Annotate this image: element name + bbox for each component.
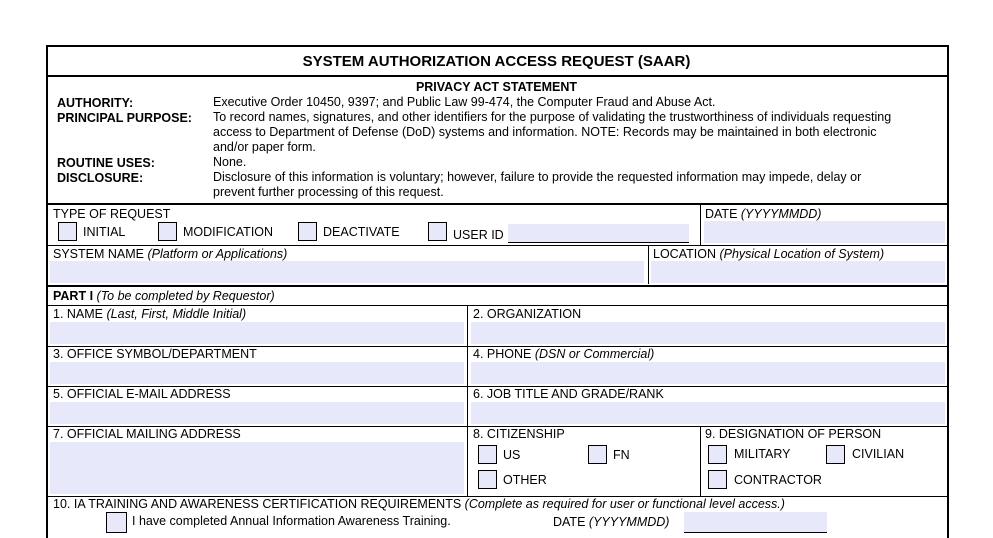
designation-label: 9. DESIGNATION OF PERSON <box>705 427 882 441</box>
form-title: SYSTEM AUTHORIZATION ACCESS REQUEST (SAAR) <box>302 53 691 70</box>
center-divider <box>467 305 468 496</box>
frame-top-border <box>46 45 949 47</box>
military-label: MILITARY <box>734 447 791 461</box>
request-date-divider <box>700 204 701 245</box>
location-label: LOCATION (Physical Location of System) <box>653 247 885 261</box>
disclosure-line-2: prevent further processing of this request. <box>213 185 444 199</box>
system-name-input[interactable] <box>50 261 644 283</box>
phone-input[interactable] <box>471 362 945 384</box>
training-checkbox[interactable] <box>106 512 127 533</box>
job-title-label: 6. JOB TITLE AND GRADE/RANK <box>473 387 664 401</box>
mailing-address-label: 7. OFFICIAL MAILING ADDRESS <box>53 427 241 441</box>
organization-label: 2. ORGANIZATION <box>473 307 582 321</box>
part1-header-divider <box>46 305 949 306</box>
privacy-divider <box>46 203 949 205</box>
name-input[interactable] <box>50 322 464 344</box>
frame-right-border <box>947 45 949 538</box>
user-id-input[interactable] <box>508 224 689 243</box>
request-date-label: DATE (YYYYMMDD) <box>705 207 822 221</box>
initial-checkbox[interactable] <box>58 222 77 241</box>
title-divider <box>46 75 949 77</box>
location-input[interactable] <box>651 261 945 283</box>
part1-header: PART I (To be completed by Requestor) <box>53 289 275 303</box>
user-id-checkbox[interactable] <box>428 222 447 241</box>
purpose-line-1: To record names, signatures, and other identifiers for the purpose of validating the trustworthiness of individuals requesting <box>213 110 892 124</box>
initial-label: INITIAL <box>83 225 126 239</box>
us-checkbox[interactable] <box>478 445 497 464</box>
office-symbol-label: 3. OFFICE SYMBOL/DEPARTMENT <box>53 347 257 361</box>
authority-label: AUTHORITY: <box>57 96 134 110</box>
purpose-line-2: access to Department of Defense (DoD) systems and information. NOTE: Records may be maintained in both electronic <box>213 125 877 139</box>
purpose-label: PRINCIPAL PURPOSE: <box>57 111 192 125</box>
other-checkbox[interactable] <box>478 470 497 489</box>
deactivate-checkbox[interactable] <box>298 222 317 241</box>
email-label: 5. OFFICIAL E-MAIL ADDRESS <box>53 387 231 401</box>
modification-checkbox[interactable] <box>158 222 177 241</box>
system-name-label: SYSTEM NAME (Platform or Applications) <box>53 247 288 261</box>
authority-text: Executive Order 10450, 9397; and Public Law 99-474, the Computer Fraud and Abuse Act. <box>213 95 716 109</box>
training-date-label: DATE (YYYYMMDD) <box>553 515 670 529</box>
job-title-input[interactable] <box>471 402 945 424</box>
military-checkbox[interactable] <box>708 445 727 464</box>
disclosure-label: DISCLOSURE: <box>57 171 144 185</box>
training-text: I have completed Annual Information Awareness Training. <box>132 514 451 528</box>
training-date-input[interactable] <box>684 512 827 533</box>
privacy-heading: PRIVACY ACT STATEMENT <box>415 80 578 94</box>
request-divider <box>46 245 949 246</box>
us-label: US <box>503 448 521 462</box>
contractor-label: CONTRACTOR <box>734 473 822 487</box>
civilian-label: CIVILIAN <box>852 447 905 461</box>
routine-uses-label: ROUTINE USES: <box>57 156 155 170</box>
ia-training-label: 10. IA TRAINING AND AWARENESS CERTIFICATION REQUIREMENTS (Complete as required for user or functional level access.) <box>53 497 785 511</box>
location-divider <box>648 246 649 284</box>
user-id-label: USER ID <box>453 228 504 242</box>
email-input[interactable] <box>50 402 464 424</box>
mailing-address-input[interactable] <box>50 442 464 494</box>
citizenship-label: 8. CITIZENSHIP <box>473 427 565 441</box>
modification-label: MODIFICATION <box>183 225 274 239</box>
type-of-request-label: TYPE OF REQUEST <box>53 207 171 221</box>
civilian-checkbox[interactable] <box>826 445 845 464</box>
phone-label: 4. PHONE (DSN or Commercial) <box>473 347 655 361</box>
fn-label: FN <box>613 448 630 462</box>
purpose-line-3: and/or paper form. <box>213 140 316 154</box>
other-label: OTHER <box>503 473 547 487</box>
routine-uses-text: None. <box>213 155 247 169</box>
office-symbol-input[interactable] <box>50 362 464 384</box>
deactivate-label: DEACTIVATE <box>323 225 400 239</box>
name-label: 1. NAME (Last, First, Middle Initial) <box>53 307 247 321</box>
organization-input[interactable] <box>471 322 945 344</box>
contractor-checkbox[interactable] <box>708 470 727 489</box>
part1-top-divider <box>46 285 949 287</box>
request-date-input[interactable] <box>704 221 945 243</box>
frame-left-border <box>46 45 48 538</box>
fn-checkbox[interactable] <box>588 445 607 464</box>
disclosure-line-1: Disclosure of this information is voluntary; however, failure to provide the requested information may impede, delay or <box>213 170 862 184</box>
designation-divider <box>700 426 701 496</box>
